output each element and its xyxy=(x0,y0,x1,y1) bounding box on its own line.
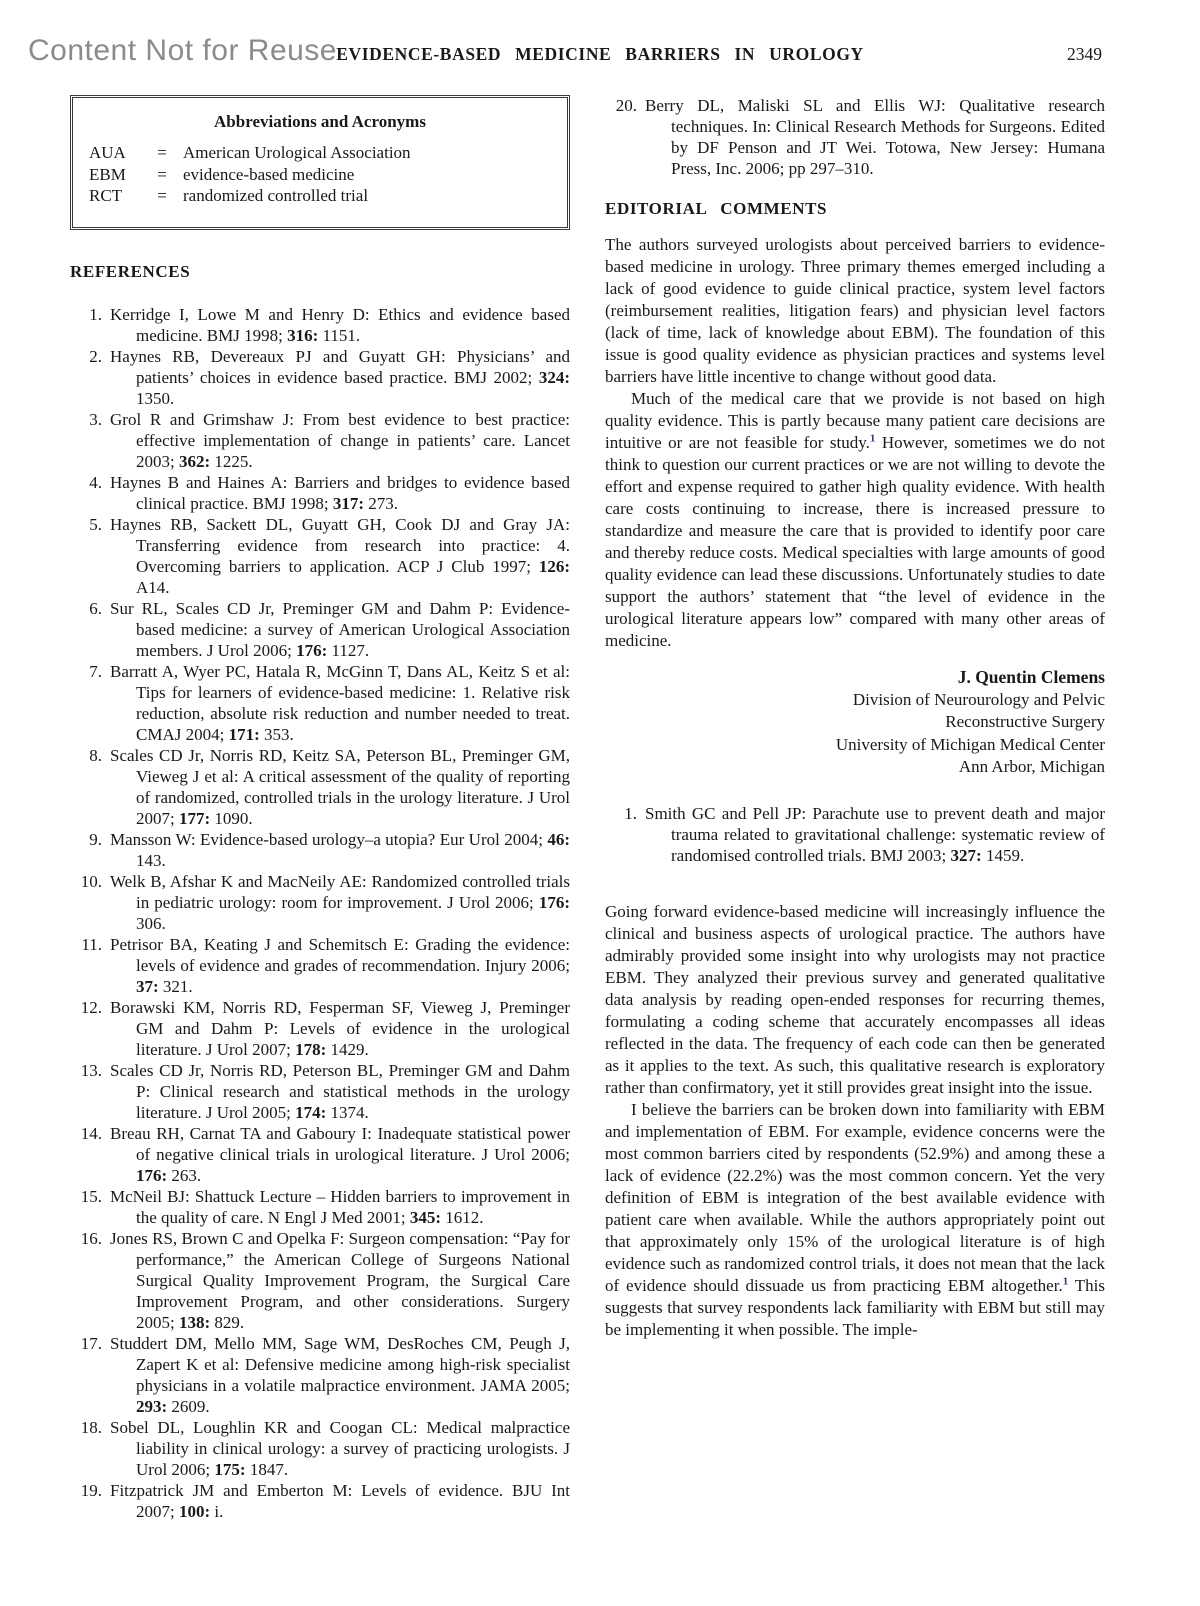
abbreviation-label: AUA xyxy=(89,143,126,162)
reference-item xyxy=(70,514,570,598)
abbreviations-box xyxy=(70,95,570,230)
abbreviation-row xyxy=(89,164,551,186)
reference-text: Smith GC and Pell JP: Parachute use to prevent death and major trauma related to gravitational challenge: systematic review of randomised controlled trials. BMJ 2003; 327: 1459. xyxy=(645,803,1105,865)
signature-affiliation-line: Reconstructive Surgery xyxy=(945,712,1105,731)
editorial-comments-heading: EDITORIAL COMMENTS xyxy=(605,199,828,218)
reference-text: Scales CD Jr, Norris RD, Keitz SA, Peterson BL, Preminger GM, Vieweg J et al: A critical assessment of the quality of reporting of randomized, controlled trials in the urology literature. J Urol 2007; 177: 1090. xyxy=(110,745,570,828)
reference-item xyxy=(70,1123,570,1186)
reference-item xyxy=(70,1228,570,1333)
signature-block xyxy=(605,666,1105,779)
reference-number: 1. xyxy=(624,803,637,823)
editorial-paragraph: I believe the barriers can be broken down into familiarity with EBM and implementation of EBM. For example, evidence concerns were the most common barriers cited by respondents (52.9%) and among these a lack of evidence (22.2%) was the most common concern. Yet the very definition of EBM is integration of the best available evidence with patient care when available. While the authors appropriately point out that approximately only 15% of the urological literature is of high evidence such as randomized control trials, it does not mean that the lack of evidence should dissuade us from practicing EBM altogether.$^1$ This suggests that survey respondents lack familiarity with EBM but still may be implementing it when possible. The imple- xyxy=(605,1099,1105,1339)
reference-item xyxy=(70,661,570,745)
abbreviation-row xyxy=(89,185,551,207)
abbreviation-label: RCT xyxy=(89,186,123,205)
reference-text: Berry DL, Maliski SL and Ellis WJ: Qualitative research techniques. In: Clinical Research Methods for Surgeons. Edited by DF Penson and JT Wei. Totowa, New Jersey: Humana Press, Inc. 2006; pp 297–310. xyxy=(645,96,1105,178)
reference-number: 1. xyxy=(89,304,102,324)
reference-number: 9. xyxy=(89,829,102,849)
reference-number: 4. xyxy=(89,472,102,492)
reference-number: 20. xyxy=(615,96,637,115)
reference-item xyxy=(605,803,1105,866)
reference-item xyxy=(70,997,570,1060)
reference-item xyxy=(70,829,570,871)
signature-affiliation-line: University of Michigan Medical Center xyxy=(835,734,1105,754)
reference-text: Kerridge I, Lowe M and Henry D: Ethics and evidence based medicine. BMJ 1998; 316: 1151. xyxy=(110,304,570,345)
reference-number: 6. xyxy=(89,598,102,618)
signature-affiliation-line: Ann Arbor, Michigan xyxy=(958,757,1105,776)
abbreviation-definition: randomized controlled trial xyxy=(183,186,369,205)
reference-text: Jones RS, Brown C and Opelka F: Surgeon compensation: “Pay for performance,” the American College of Surgeons National Surgical Quality Improvement Program, the Surgical Care Improvement Program, and other considerations. Surgery 2005; 138: 829. xyxy=(110,1228,570,1332)
running-head xyxy=(0,44,1200,68)
reference-text: Mansson W: Evidence-based urology–a utopia? Eur Urol 2004; 46: 143. xyxy=(110,829,570,870)
reference-item xyxy=(605,95,1105,179)
reference-text: Grol R and Grimshaw J: From best evidence to best practice: effective implementation of change in patients’ care. Lancet 2003; 362: 1225. xyxy=(110,409,570,471)
reference-item xyxy=(70,1060,570,1123)
page-number: 2349 xyxy=(1067,44,1102,64)
equals-sign: = xyxy=(157,164,167,184)
abbreviations-title: Abbreviations and Acronyms xyxy=(214,112,426,131)
reference-text: Sur RL, Scales CD Jr, Preminger GM and Dahm P: Evidence-based medicine: a survey of American Urological Association members. J Urol 2006; 176: 1127. xyxy=(110,598,570,660)
reference-item xyxy=(70,1480,570,1522)
reference-number: 8. xyxy=(89,745,102,765)
reference-item xyxy=(70,472,570,514)
reference-text: McNeil BJ: Shattuck Lecture – Hidden barriers to improvement in the quality of care. N Engl J Med 2001; 345: 1612. xyxy=(110,1186,570,1227)
references-heading: REFERENCES xyxy=(70,261,191,281)
signature-affiliation-line: Division of Neurourology and Pelvic xyxy=(852,689,1105,709)
reference-number: 12. xyxy=(80,997,102,1017)
signature-affiliation xyxy=(605,689,1105,779)
reference-number: 2. xyxy=(89,346,102,366)
reference-text: Petrisor BA, Keating J and Schemitsch E: Grading the evidence: levels of evidence and grades of recommendation. Injury 2006; 37: 321. xyxy=(110,934,570,996)
reference-item xyxy=(70,1186,570,1228)
reference-text: Haynes RB, Devereaux PJ and Guyatt GH: Physicians’ and patients’ choices in evidence based practice. BMJ 2002; 324: 1350. xyxy=(110,346,570,408)
reference-item xyxy=(70,934,570,997)
editorial-paragraph: The authors surveyed urologists about perceived barriers to evidence-based medicine in urology. Three primary themes emerged including a lack of good evidence to guide clinical practice, system level factors (reimbursement realities, litigation fears) and physician level factors (lack of time, lack of knowledge about EBM). The foundation of this issue is good quality evidence as physician practices and systems level barriers have little incentive to change without good data. xyxy=(605,235,1105,386)
equals-sign: = xyxy=(157,143,167,162)
watermark-text: Content Not for Reuse xyxy=(28,34,337,67)
abbreviations-list xyxy=(89,142,551,207)
reference-number: 16. xyxy=(80,1228,102,1248)
reference-text: Sobel DL, Loughlin KR and Coogan CL: Medical malpractice liability in clinical urology: a survey of practicing urologists. J Urol 2006; 175: 1847. xyxy=(110,1417,570,1479)
reference-number: 17. xyxy=(80,1333,102,1353)
reference-item xyxy=(70,346,570,409)
left-column xyxy=(70,95,570,1522)
reference-text: Scales CD Jr, Norris RD, Peterson BL, Preminger GM and Dahm P: Clinical research and statistical methods in the urology literature. J Urol 2005; 174: 1374. xyxy=(110,1060,570,1122)
reference-number: 14. xyxy=(80,1123,102,1143)
equals-sign: = xyxy=(157,186,167,205)
editorial-paragraph: Going forward evidence-based medicine will increasingly influence the clinical and business aspects of urological practice. The authors have admirably provided some insight into why urologists may not practice EBM. They analyzed their previous survey and generated qualitative data analysis by reading open-ended responses for recurring themes, formulating a coding scheme that accurately encompasses all ideas reflected in the data. The frequency of each code can then be generated as it applies to the text. As such, this qualitative research is exploratory rather than confirmatory, yet it still provides great insight into the issue. xyxy=(605,901,1105,1097)
reference-number: 19. xyxy=(80,1480,102,1500)
reference-text: Breau RH, Carnat TA and Gaboury I: Inadequate statistical power of negative clinical trials in urological literature. J Urol 2006; 176: 263. xyxy=(110,1123,570,1185)
citation-superscript[interactable]: 1 xyxy=(869,432,876,445)
references-list xyxy=(70,304,570,1522)
reference-text: Fitzpatrick JM and Emberton M: Levels of evidence. BJU Int 2007; 100: i. xyxy=(110,1480,570,1521)
abbreviation-label: EBM xyxy=(89,164,126,184)
right-column xyxy=(605,95,1105,1341)
running-head-title: EVIDENCE-BASED MEDICINE BARRIERS IN UROLOGY xyxy=(336,44,864,64)
reference-text: Borawski KM, Norris RD, Fesperman SF, Vieweg J, Preminger GM and Dahm P: Levels of evidence in the urological literature. J Urol 2007; 178: 1429. xyxy=(110,997,570,1059)
reference-number: 13. xyxy=(80,1060,102,1080)
abbreviation-row xyxy=(89,142,551,164)
reference-text: Barratt A, Wyer PC, Hatala R, McGinn T, Dans AL, Keitz S et al: Tips for learners of evidence-based medicine: 1. Relative risk reduction, absolute risk reduction and number needed to treat. CMAJ 2004; 171: 353. xyxy=(110,661,570,744)
reference-text: Studdert DM, Mello MM, Sage WM, DesRoches CM, Peugh J, Zapert K et al: Defensive medicine among high-risk specialist physicians in a volatile malpractice environment. JAMA 2005; 293: 2609. xyxy=(110,1333,570,1416)
abbreviation-definition: American Urological Association xyxy=(183,143,411,162)
reference-item xyxy=(70,871,570,934)
reference-text: Welk B, Afshar K and MacNeily AE: Randomized controlled trials in pediatric urology: room for improvement. J Urol 2006; 176: 306. xyxy=(110,871,570,933)
citation-superscript[interactable]: 1 xyxy=(1062,1274,1069,1287)
reference-text: Haynes RB, Sackett DL, Guyatt GH, Cook DJ and Gray JA: Transferring evidence from research into practice: 4. Overcoming barriers to application. ACP J Club 1997; 126: A14. xyxy=(110,514,570,597)
reference-number: 7. xyxy=(89,661,102,681)
reference-text: Haynes B and Haines A: Barriers and bridges to evidence based clinical practice. BMJ 1998; 317: 273. xyxy=(110,472,570,513)
reference-number: 15. xyxy=(80,1186,102,1206)
reference-item xyxy=(70,1333,570,1417)
reference-item xyxy=(70,304,570,346)
abbreviation-definition: evidence-based medicine xyxy=(183,164,355,184)
reference-number: 3. xyxy=(89,409,102,429)
reference-item xyxy=(70,409,570,472)
reference-number: 11. xyxy=(81,934,102,954)
editorial-paragraph: Much of the medical care that we provide is not based on high quality evidence. This is partly because many patient care decisions are intuitive or are not feasible for study.$^1$ However, sometimes we do not think to question our current practices or we are not willing to devote the effort and expense required to gather high quality evidence. With health care costs continuing to increase, there is increased pressure to standardize and measure the care that is provided to identify poor care and thereby reduce costs. Medical specialties with large amounts of good quality evidence can lead these discussions. Unfortunately studies to date support the authors’ statement that “the level of evidence in the urological literature appears low” compared with many other areas of medicine. xyxy=(605,389,1105,650)
reference-number: 18. xyxy=(80,1417,102,1437)
reference-number: 5. xyxy=(89,514,102,534)
reference-number: 10. xyxy=(80,871,102,891)
reference-item xyxy=(70,1417,570,1480)
reference-item xyxy=(70,745,570,829)
reference-item xyxy=(70,598,570,661)
signature-name: J. Quentin Clemens xyxy=(957,667,1105,687)
